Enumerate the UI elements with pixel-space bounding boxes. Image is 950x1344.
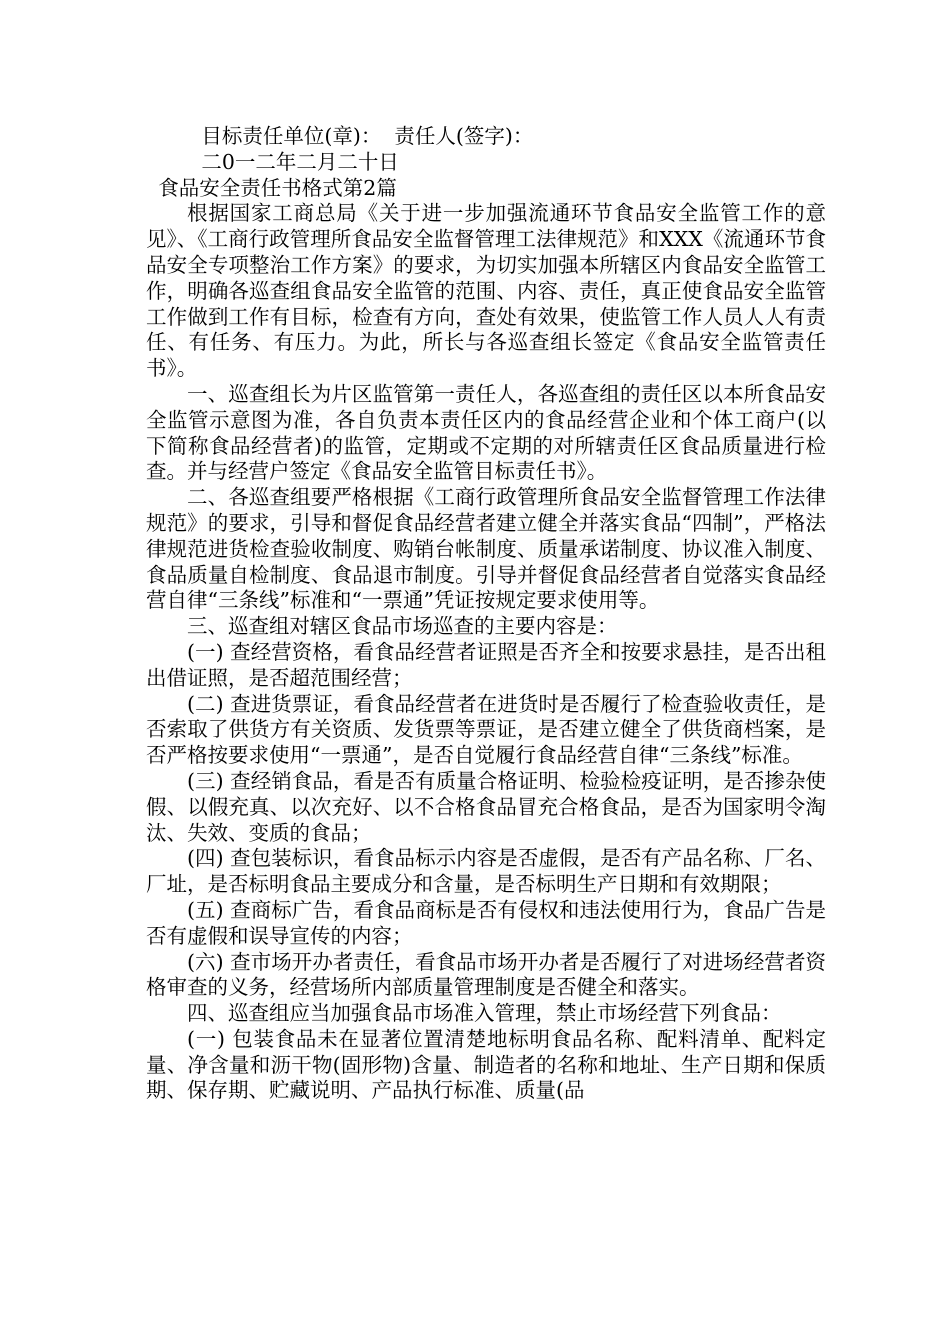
signature-unit-label: 目标责任单位(章)： — [201, 124, 382, 148]
paragraph-sub-4-1: (一) 包装食品未在显著位置清楚地标明食品名称、配料清单、配料定量、净含量和沥干物(固形物)含量、制造者的名称和地址、生产日期和保质期、保存期、贮藏说明、产品执行标准、质量(品 — [146, 1026, 826, 1103]
paragraph-sub-2: (二) 查进货票证，看食品经营者在进货时是否履行了检查验收责任，是否索取了供货方有关资质、发货票等票证，是否建立健全了供货商档案，是否严格按要求使用“一票通”，是否自觉履行食品经营自律“三条线”标准。 — [146, 691, 826, 768]
signature-date: 二0一二年二月二十日 — [201, 149, 399, 174]
signature-line — [146, 124, 826, 150]
paragraph-sub-5: (五) 查商标广告，看食品商标是否有侵权和违法使用行为，食品广告是否有虚假和误导宣传的内容； — [146, 897, 826, 948]
paragraph-sub-6: (六) 查市场开办者责任，看食品市场开办者是否履行了对进场经营者资格审查的义务，经营场所内部质量管理制度是否健全和落实。 — [146, 949, 826, 1000]
paragraph-intro: 根据国家工商总局《关于进一步加强流通环节食品安全监管工作的意见》、《工商行政管理所食品安全监督管理工法律规范》和XXX《流通环节食品安全专项整治工作方案》的要求，为切实加强本所辖区内食品安全监管工作，明确各巡查组食品安全监管的范围、内容、责任，真正使食品安全监管工作做到工作有目标，检查有方向，查处有效果，使监管工作人员人人有责任、有任务、有压力。为此，所长与各巡查组长签定《食品安全监管责任书》。 — [146, 201, 826, 381]
paragraph-item-4: 四、巡查组应当加强食品市场准入管理，禁止市场经营下列食品： — [187, 1001, 782, 1026]
paragraph-sub-1: (一) 查经营资格，看食品经营者证照是否齐全和按要求悬挂，是否出租出借证照，是否超范围经营； — [146, 639, 826, 690]
paragraph-item-1: 一、巡查组长为片区监管第一责任人，各巡查组的责任区以本所食品安全监管示意图为准，各自负责本责任区内的食品经营企业和个体工商户(以下简称食品经营者)的监管，定期或不定期的对所辖责任区食品质量进行检查。并与经营户签定《食品安全监管目标责任书》。 — [146, 381, 826, 484]
signature-person-label: 责任人(签字)： — [394, 124, 534, 148]
paragraph-sub-4: (四) 查包装标识，看食品标示内容是否虚假，是否有产品名称、厂名、厂址，是否标明食品主要成分和含量，是否标明生产日期和有效期限； — [146, 846, 826, 897]
paragraph-item-2: 二、各巡查组要严格根据《工商行政管理所食品安全监督管理工作法律规范》的要求，引导和督促食品经营者建立健全并落实食品“四制”，严格法律规范进货检查验收制度、购销台帐制度、质量承诺制度、协议准入制度、食品质量自检制度、食品退市制度。引导并督促食品经营者自觉落实食品经营自律“三条线”标准和“一票通”凭证按规定要求使用等。 — [146, 485, 826, 613]
paragraph-item-3: 三、巡查组对辖区食品市场巡查的主要内容是： — [187, 614, 618, 639]
section-title: 食品安全责任书格式第2篇 — [158, 175, 397, 200]
document-page — [146, 124, 826, 1104]
paragraph-sub-3: (三) 查经销食品，看是否有质量合格证明、检验检疫证明，是否掺杂使假、以假充真、以次充好、以不合格食品冒充合格食品，是否为国家明令淘汰、失效、变质的食品； — [146, 768, 826, 845]
